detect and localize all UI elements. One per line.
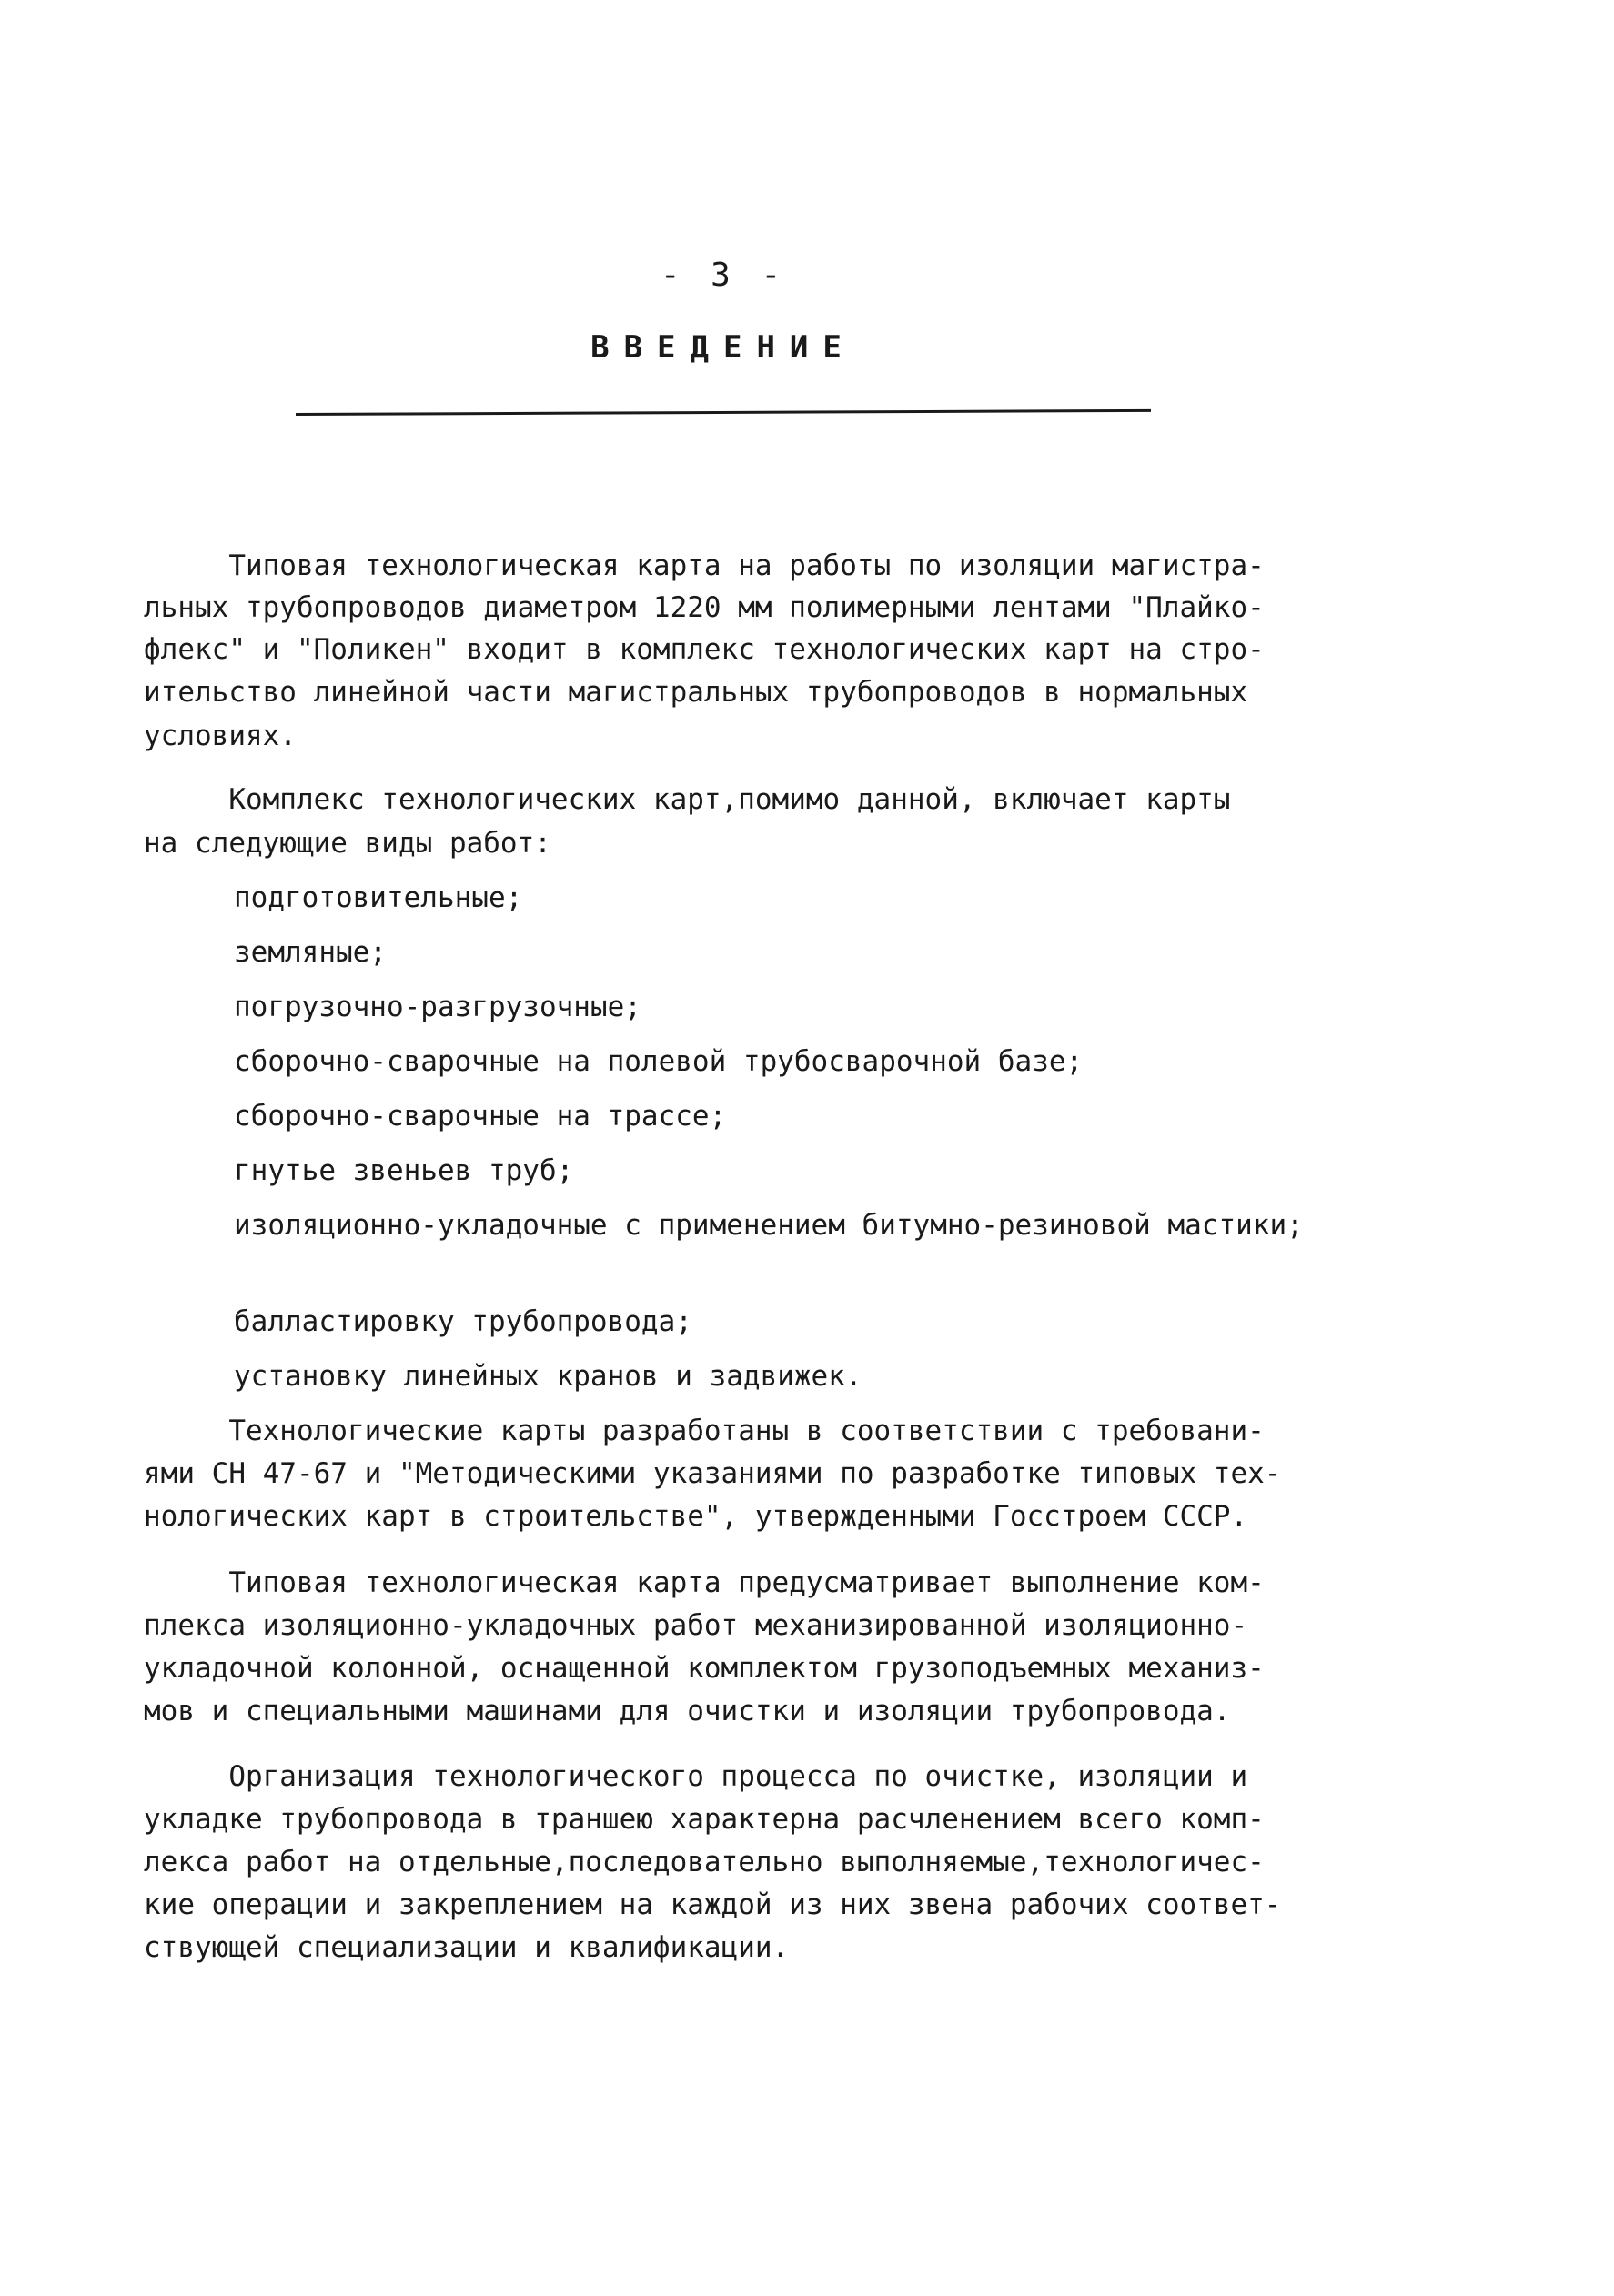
text-line: укладочной колонной, оснащенной комплектом грузоподъемных механиз- bbox=[144, 1652, 1265, 1685]
text-line: укладке трубопровода в траншею характерна расчленением всего комп- bbox=[144, 1803, 1265, 1836]
text-line: Организация технологического процесса по очистке, изоляции и bbox=[144, 1760, 1248, 1793]
list-item: погрузочно-разгрузочные; bbox=[234, 991, 641, 1023]
list-item: установку линейных кранов и задвижек. bbox=[234, 1360, 862, 1393]
title-underline bbox=[296, 409, 1151, 416]
page-title: ВВЕДЕНИЕ bbox=[590, 329, 856, 366]
text-line: условиях. bbox=[144, 720, 297, 752]
text-line: мов и специальными машинами для очистки и изоляции трубопровода. bbox=[144, 1695, 1231, 1727]
text-line: ями СН 47-67 и "Методическими указаниями по разработке типовых тех- bbox=[144, 1457, 1282, 1490]
text-line: на следующие виды работ: bbox=[144, 827, 551, 860]
list-item: сборочно-сварочные на полевой трубосварочной базе; bbox=[234, 1045, 1084, 1078]
text-line: ствующей специализации и квалификации. bbox=[144, 1931, 790, 1964]
list-item: балластировку трубопровода; bbox=[234, 1305, 692, 1338]
text-line: кие операции и закреплением на каждой из них звена рабочих соответ- bbox=[144, 1888, 1282, 1921]
text-line: лекса работ на отдельные,последовательно выполняемые,технологичес- bbox=[144, 1846, 1265, 1878]
text-line: плекса изоляционно-укладочных работ механизированной изоляционно- bbox=[144, 1609, 1248, 1642]
text-line: Технологические карты разработаны в соответствии с требовани- bbox=[144, 1415, 1265, 1447]
list-item: подготовительные; bbox=[234, 881, 523, 914]
text-line: Комплекс технологических карт,помимо данной, включает карты bbox=[144, 783, 1231, 816]
text-line: флекс" и "Поликен" входит в комплекс технологических карт на стро- bbox=[144, 633, 1265, 666]
list-item: сборочно-сварочные на трассе; bbox=[234, 1100, 727, 1133]
list-item: изоляционно-укладочные с применением битумно-резиновой мастики; bbox=[234, 1209, 1304, 1242]
text-line: нологических карт в строительстве", утвержденными Госстроем СССР. bbox=[144, 1500, 1248, 1533]
text-line: Типовая технологическая карта предусматривает выполнение ком- bbox=[144, 1566, 1265, 1599]
list-item: гнутье звеньев труб; bbox=[234, 1154, 574, 1187]
text-line: ительство линейной части магистральных трубопроводов в нормальных bbox=[144, 676, 1248, 709]
text-line: Типовая технологическая карта на работы по изоляции магистра- bbox=[144, 549, 1265, 582]
text-line: льных трубопроводов диаметром 1220 мм полимерными лентами "Плайко- bbox=[144, 591, 1265, 624]
list-item: земляные; bbox=[234, 936, 387, 969]
page-number: - 3 - bbox=[660, 257, 787, 294]
